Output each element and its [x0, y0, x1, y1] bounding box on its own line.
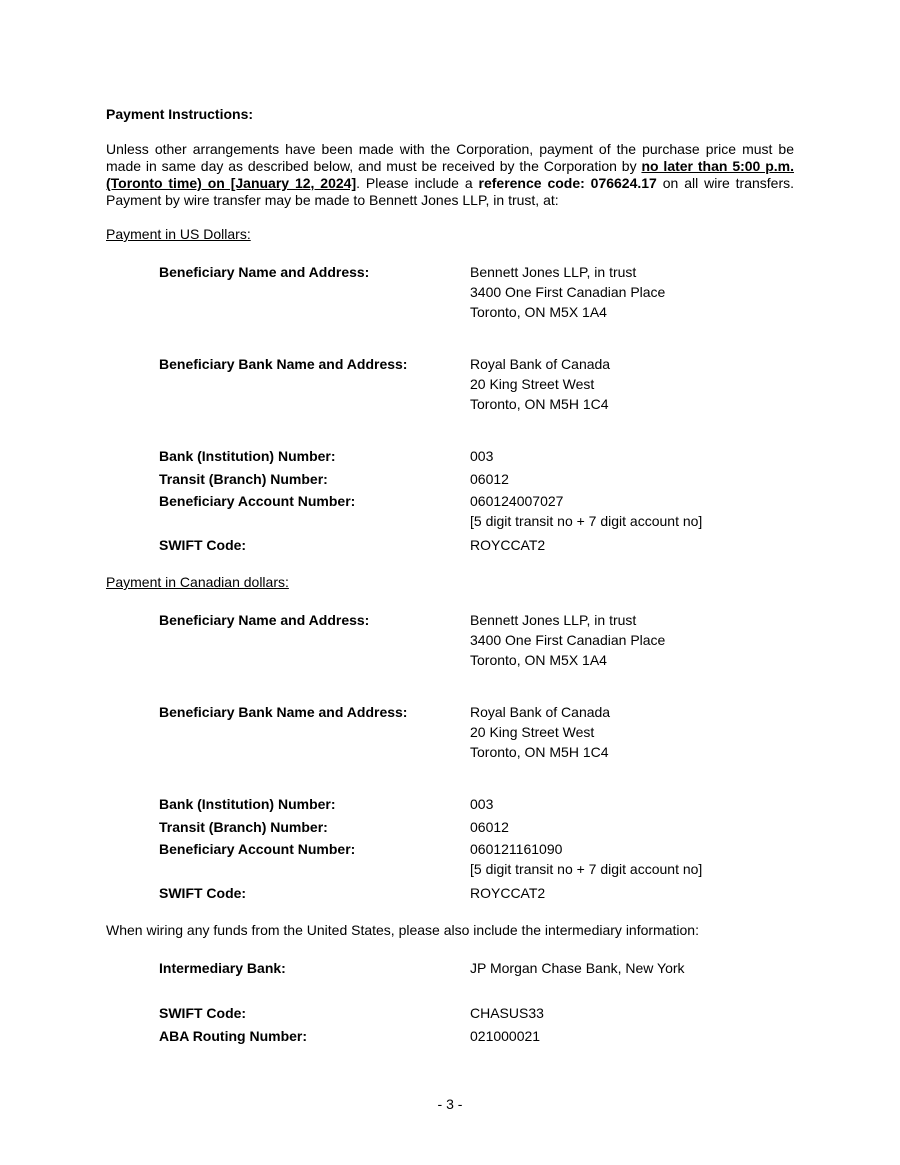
address-line: 3400 One First Canadian Place: [470, 632, 666, 648]
usd-bank-label: Beneficiary Bank Name and Address:: [159, 356, 408, 372]
aba-routing-label: ABA Routing Number:: [159, 1028, 308, 1044]
usd-swift-label: SWIFT Code:: [159, 537, 247, 553]
usd-beneficiary-address: [470, 262, 665, 322]
cad-account-block: [470, 839, 702, 879]
intermediary-swift-label: SWIFT Code:: [159, 1005, 247, 1021]
usd-bank-address: [470, 354, 610, 414]
intro-text-2: . Please include a: [356, 175, 479, 191]
usd-swift-value: ROYCCAT2: [470, 537, 546, 553]
address-line: Royal Bank of Canada: [470, 356, 611, 372]
intro-text-3: on all wire transfers. Payment by wire transfer may be made to Bennett Jones LLP, in trust, at:: [106, 175, 795, 208]
address-line: Toronto, ON M5H 1C4: [470, 396, 609, 412]
usd-section-title: Payment in US Dollars:: [106, 226, 251, 242]
usd-institution-label: Bank (Institution) Number:: [159, 448, 336, 464]
usd-account-label: Beneficiary Account Number:: [159, 493, 356, 509]
deadline-text: no later than 5:00 p.m. (Toronto time) on [January 12, 2024]: [106, 158, 794, 191]
cad-beneficiary-label: Beneficiary Name and Address:: [159, 612, 370, 628]
usd-institution-value: 003: [470, 448, 494, 464]
address-line: Bennett Jones LLP, in trust: [470, 264, 637, 280]
address-line: 20 King Street West: [470, 376, 595, 392]
address-line: Toronto, ON M5X 1A4: [470, 652, 607, 668]
cad-swift-value: ROYCCAT2: [470, 885, 546, 901]
cad-transit-value: 06012: [470, 819, 509, 835]
cad-institution-label: Bank (Institution) Number:: [159, 796, 336, 812]
cad-account-note: [5 digit transit no + 7 digit account no]: [470, 861, 703, 877]
address-line: 20 King Street West: [470, 724, 595, 740]
usd-account-value: 060124007027: [470, 493, 564, 509]
cad-section-title: Payment in Canadian dollars:: [106, 574, 289, 590]
address-line: Toronto, ON M5X 1A4: [470, 304, 607, 320]
cad-swift-label: SWIFT Code:: [159, 885, 247, 901]
cad-bank-address: [470, 702, 610, 762]
reference-code: reference code: 076624.17: [478, 175, 657, 191]
usd-transit-label: Transit (Branch) Number:: [159, 471, 328, 487]
usd-transit-value: 06012: [470, 471, 509, 487]
intro-text-1: Unless other arrangements have been made with the Corporation, payment of the purchase price must be made in same day as described below, and must be received by the Corporation by: [106, 141, 794, 174]
intermediary-bank-value: JP Morgan Chase Bank, New York: [470, 960, 685, 976]
aba-routing-value: 021000021: [470, 1028, 541, 1044]
usd-beneficiary-label: Beneficiary Name and Address:: [159, 264, 370, 280]
address-line: Royal Bank of Canada: [470, 704, 611, 720]
intro-paragraph: [106, 141, 794, 209]
intermediary-intro: When wiring any funds from the United States, please also include the intermediary information:: [106, 922, 699, 938]
cad-transit-label: Transit (Branch) Number:: [159, 819, 328, 835]
cad-bank-label: Beneficiary Bank Name and Address:: [159, 704, 408, 720]
page-heading: Payment Instructions:: [106, 106, 254, 122]
cad-beneficiary-address: [470, 610, 665, 670]
cad-account-value: 060121161090: [470, 841, 563, 857]
address-line: Bennett Jones LLP, in trust: [470, 612, 637, 628]
address-line: Toronto, ON M5H 1C4: [470, 744, 609, 760]
intermediary-bank-label: Intermediary Bank:: [159, 960, 286, 976]
page-number: - 3 -: [437, 1096, 463, 1112]
usd-account-block: [470, 491, 702, 531]
intermediary-swift-value: CHASUS33: [470, 1005, 544, 1021]
usd-account-note: [5 digit transit no + 7 digit account no]: [470, 513, 703, 529]
cad-account-label: Beneficiary Account Number:: [159, 841, 356, 857]
address-line: 3400 One First Canadian Place: [470, 284, 666, 300]
cad-institution-value: 003: [470, 796, 494, 812]
